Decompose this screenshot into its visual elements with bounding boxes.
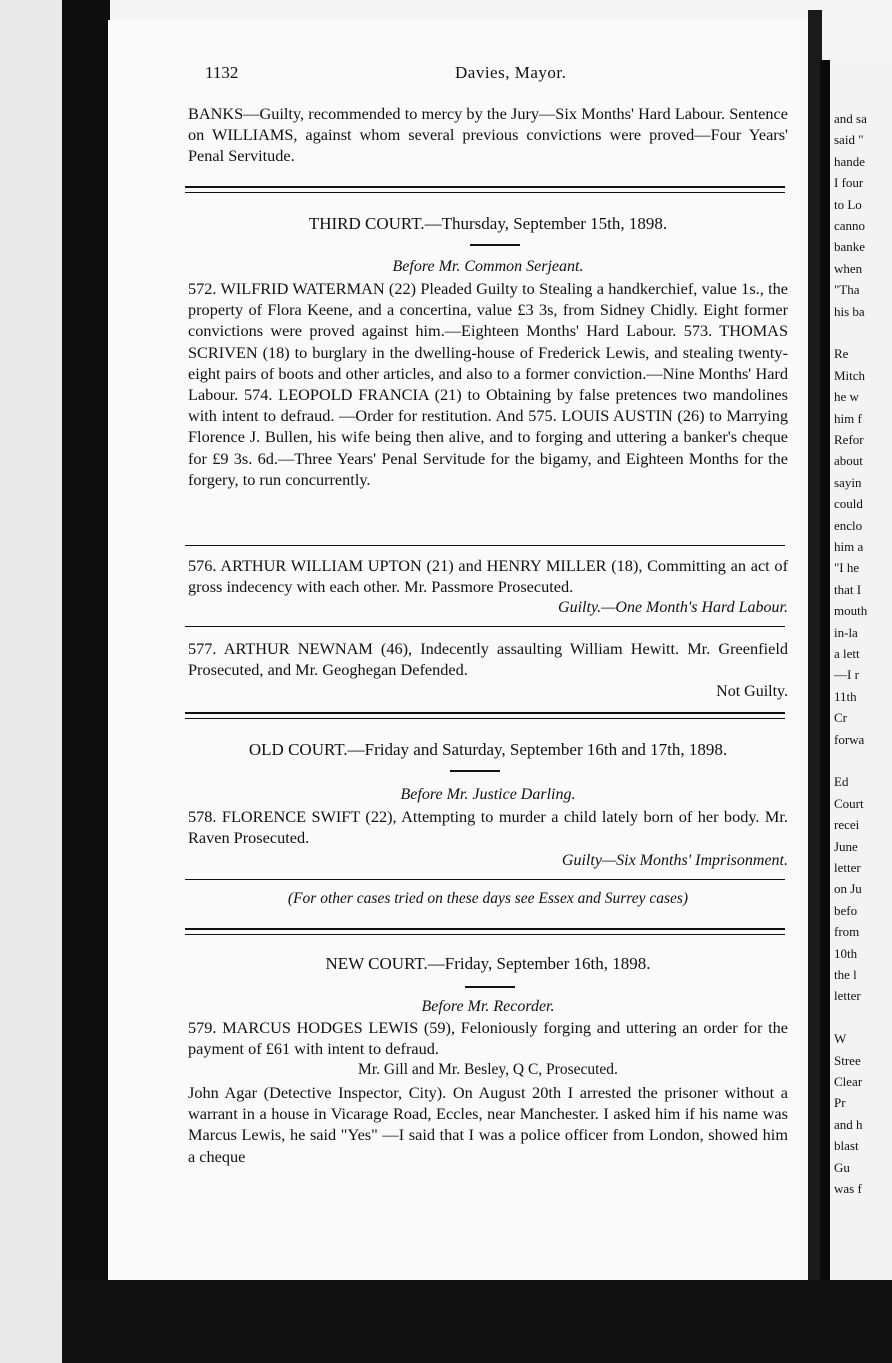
section-rule-thin <box>185 934 785 935</box>
page-number: 1132 <box>205 63 239 82</box>
facing-page-line: mouth <box>834 603 868 619</box>
new-court-before: Before Mr. Recorder. <box>421 998 555 1015</box>
case-579-counsel: Mr. Gill and Mr. Besley, Q C, Prosecuted. <box>358 1061 618 1078</box>
facing-page-line: Re <box>834 346 849 362</box>
third-court-heading: THIRD COURT.—Thursday, September 15th, 1898. <box>308 214 668 233</box>
case-576: 576. ARTHUR WILLIAM UPTON (21) and HENRY MILLER (18), Committing an act of gross indecency with each other. Mr. Passmore Prosecuted. <box>188 556 788 597</box>
facing-page-line: Ed <box>834 774 849 790</box>
facing-page-line: about <box>834 453 863 469</box>
facing-page-line: him a <box>834 539 864 554</box>
facing-page-line: I four <box>834 175 864 191</box>
facing-page-line: blast <box>834 1138 859 1154</box>
facing-page-line: to Lo <box>834 196 862 212</box>
facing-page-line: when <box>834 260 863 276</box>
facing-page-line: his ba <box>834 303 865 319</box>
facing-page-line: Pr <box>834 1095 846 1111</box>
facing-page-line: forwa <box>834 731 865 747</box>
facing-page-line: Court <box>834 795 864 811</box>
facing-page-line: "I he <box>834 560 860 576</box>
old-court-note: (For other cases tried on these days see Essex and Surrey cases) <box>287 890 689 907</box>
case-577-verdict: Not Guilty. <box>716 683 788 700</box>
facing-page-line: him f <box>834 410 862 426</box>
facing-page-line: he w <box>834 389 859 405</box>
section-rule-thin <box>185 192 785 193</box>
heading-dash <box>450 770 500 772</box>
facing-page-line: 10th <box>834 945 858 961</box>
book-binding <box>62 0 110 1290</box>
running-title: Davies, Mayor. <box>455 63 567 82</box>
facing-page-line: a lett <box>834 646 860 661</box>
facing-page-line: from <box>834 924 860 940</box>
facing-page-line: letter <box>834 860 861 875</box>
case-rule <box>185 626 785 627</box>
case-578: 578. FLORENCE SWIFT (22), Attempting to murder a child lately born of her body. Mr. Raven Prosecuted. <box>188 807 788 848</box>
facing-page-line: hande <box>834 153 866 169</box>
facing-page-line: Clear <box>834 1074 863 1089</box>
section-rule <box>185 186 785 188</box>
facing-page-line: said " <box>834 132 864 148</box>
facing-page-line: recei <box>834 817 860 833</box>
facing-page-line: on Ju <box>834 881 862 897</box>
third-court-before: Before Mr. Common Serjeant. <box>392 258 584 275</box>
facing-page-line: W <box>834 1031 847 1047</box>
heading-dash <box>465 986 515 988</box>
banks-sentence: BANKS—Guilty, recommended to mercy by the Jury—Six Months' Hard Labour. Sentence on WILLIAMS, against whom several previous convictions were proved—Four Years' Penal Servitude. <box>188 104 788 166</box>
facing-page-line: banke <box>834 239 866 255</box>
case-576-verdict: Guilty.—One Month's Hard Labour. <box>558 599 788 616</box>
old-court-before: Before Mr. Justice Darling. <box>400 786 576 803</box>
facing-page-line: befo <box>834 902 858 918</box>
case-572-575: 572. WILFRID WATERMAN (22) Pleaded Guilty to Stealing a handkerchief, value 1s., the property of Flora Keene, and a concertina, value £3 3s, from Sidney Chidly. Eight former convictions were proved against him.—Eighteen Months' Hard Labour. 573. THOMAS SCRIVEN (18) to burglary in the dwelling-house of Frederick Lewis, and stealing twenty-eight pairs of boots and other articles, and also to a former conviction.—Nine Months' Hard Labour. 574. LEOPOLD FRANCIA (21) to Obtaining by false pretences two mandolines with intent to defraud. —Order for restitution. And 575. LOUIS AUSTIN (26) to Marrying Florence J. Bullen, his wife being then alive, and to forging and uttering a banker's cheque for £9 3s. 6d.—Three Years' Penal Servitude for the bigamy, and Eighteen Months for the forgery, to run concurrently. <box>188 279 788 489</box>
facing-page-line: Gu <box>834 1159 850 1175</box>
facing-page-line: "Tha <box>834 282 860 298</box>
facing-page-line: in-la <box>834 624 858 640</box>
facing-page-line: June <box>834 838 858 854</box>
section-rule <box>185 712 785 714</box>
section-rule-thin <box>185 718 785 719</box>
facing-page-line: sayin <box>834 474 862 490</box>
case-578-verdict: Guilty—Six Months' Imprisonment. <box>561 852 788 869</box>
heading-dash <box>470 244 520 246</box>
facing-page-line: and h <box>834 1116 863 1132</box>
case-rule <box>185 879 785 880</box>
facing-page-line: could <box>834 496 863 512</box>
old-court-heading: OLD COURT.—Friday and Saturday, September 16th and 17th, 1898. <box>248 740 728 759</box>
facing-page-line: that I <box>834 581 862 597</box>
facing-page-line: Refor <box>834 432 864 447</box>
book-bottom-edge <box>62 1280 892 1363</box>
new-court-heading: NEW COURT.—Friday, September 16th, 1898. <box>325 954 651 973</box>
case-579: 579. MARCUS HODGES LEWIS (59), Feloniously forging and uttering an order for the payment of £61 with intent to defraud. <box>188 1018 788 1059</box>
case-rule <box>185 545 785 546</box>
facing-page-line: enclo <box>834 517 863 533</box>
facing-page-line: canno <box>834 218 866 233</box>
facing-page-line: —I r <box>834 667 859 683</box>
facing-page-line: Stree <box>834 1052 861 1068</box>
facing-page-line: letter <box>834 988 861 1004</box>
facing-page-line: Cr <box>834 710 847 726</box>
section-rule <box>185 928 785 930</box>
case-577: 577. ARTHUR NEWNAM (46), Indecently assaulting William Hewitt. Mr. Greenfield Prosecuted, and Mr. Geoghegan Defended. <box>188 639 788 680</box>
facing-page-line: Mitch <box>834 367 866 383</box>
case-579-testimony: John Agar (Detective Inspector, City). On August 20th I arrested the prisoner without a warrant in a house in Vicarage Road, Eccles, near Manchester. I asked him if his name was Marcus Lewis, he said "Yes" —I said that I was a police officer from London, showed him a cheque <box>188 1083 788 1166</box>
facing-page-line: 11th <box>834 688 857 704</box>
facing-page-line: and sa <box>834 111 867 126</box>
facing-page-line: the l <box>834 967 857 982</box>
facing-page-line: was f <box>834 1181 862 1196</box>
